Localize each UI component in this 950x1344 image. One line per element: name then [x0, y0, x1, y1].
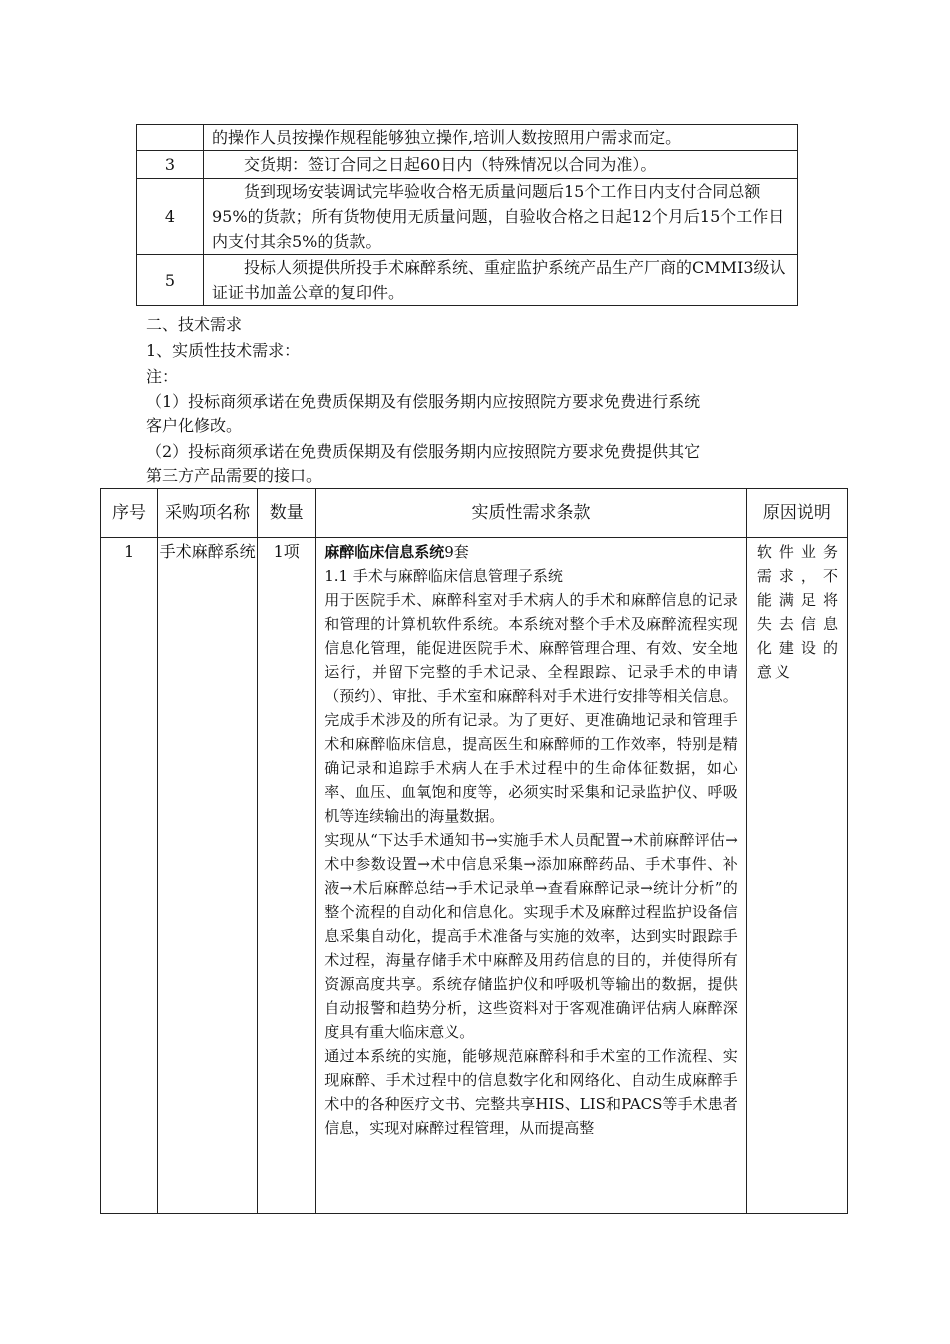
item-name: 手术麻醉系统: [158, 538, 258, 1214]
header-no: 序号: [101, 489, 158, 538]
row-number: 4: [137, 179, 204, 255]
table-row: [101, 538, 848, 1214]
note-label: 注：: [146, 367, 179, 386]
clause-title: [324, 540, 738, 564]
table-header-row: [101, 489, 848, 538]
row-number: 5: [137, 255, 204, 306]
requirements-table: [100, 488, 848, 1214]
table-row: [137, 179, 798, 255]
row-text: 投标人须提供所投手术麻醉系统、重症监护系统产品生产厂商的CMMI3级认证证书加盖公章的复印件。: [204, 255, 798, 306]
clause-paragraph: 用于医院手术、麻醉科室对手术病人的手术和麻醉信息的记录和管理的计算机软件系统。本系统对整个手术及麻醉流程实现信息化管理，能促进医院手术、麻醉管理合理、有效、安全地运行，并留下完整的手术记录、全程跟踪、记录手术的申请（预约）、审批、手术室和麻醉科对手术进行安排等相关信息。完成手术涉及的所有记录。为了更好、更准确地记录和管理手术和麻醉临床信息，提高医生和麻醉师的工作效率，特别是精确记录和追踪手术病人在手术过程中的生命体征数据，如心率、血压、血氧饱和度等，必须实时采集和记录监护仪、呼吸机等连续输出的海量数据。: [324, 591, 738, 825]
table-row: [137, 125, 798, 151]
table-row: [137, 151, 798, 179]
row-number: 3: [137, 151, 204, 179]
header-requirement: 实质性需求条款: [316, 489, 747, 538]
row-text: 的操作人员按操作规程能够独立操作,培训人数按照用户需求而定。: [204, 125, 798, 151]
header-qty: 数量: [258, 489, 316, 538]
clause-title-qty: 9套: [444, 543, 469, 561]
note-2-line1: （2）投标商须承诺在免费质保期及有偿服务期内应按照院方要求免费提供其它: [146, 442, 701, 461]
clause-paragraph: 通过本系统的实施，能够规范麻醉科和手术室的工作流程、实现麻醉、手术过程中的信息数字化和网络化、自动生成麻醉手术中的各种医疗文书、完整共享HIS、LIS和PACS等手术患者信息，实现对麻醉过程管理，从而提高整: [324, 1047, 738, 1137]
delivery-terms-table: [136, 124, 798, 306]
quantity: 1项: [258, 538, 316, 1214]
clause-title-bold: 麻醉临床信息系统: [324, 543, 445, 561]
clause-subtitle: 1.1 手术与麻醉临床信息管理子系统: [324, 567, 563, 585]
section-heading: 二、技术需求: [146, 315, 243, 334]
note-1-line1: （1）投标商须承诺在免费质保期及有偿服务期内应按照院方要求免费进行系统: [146, 392, 701, 411]
note-2-line2: 第三方产品需要的接口。: [146, 466, 323, 485]
table-row: [137, 255, 798, 306]
clause-paragraph: 实现从“下达手术通知书→实施手术人员配置→术前麻醉评估→术中参数设置→术中信息采集→添加麻醉药品、手术事件、补液→术后麻醉总结→手术记录单→查看麻醉记录→统计分析”的整个流程的自动化和信息化。实现手术及麻醉过程监护设备信息采集自动化，提高手术准备与实施的效率，达到实时跟踪手术过程，海量存储手术中麻醉及用药信息的目的，并使得所有资源高度共享。系统存储监护仪和呼吸机等输出的数据，提供自动报警和趋势分析，这些资料对于客观准确评估病人麻醉深度具有重大临床意义。: [324, 831, 738, 1041]
row-text: 货到现场安装调试完毕验收合格无质量问题后15个工作日内支付合同总额95%的货款；所有货物使用无质量问题，自验收合格之日起12个月后15个工作日内支付其余5%的货款。: [204, 179, 798, 255]
requirement-clause: [316, 538, 747, 1214]
row-number: [137, 125, 204, 151]
row-text: 交货期：签订合同之日起60日内（特殊情况以合同为准）。: [204, 151, 798, 179]
header-reason: 原因说明: [746, 489, 847, 538]
sub-heading: 1、实质性技术需求：: [146, 341, 301, 360]
note-1-line2: 客户化修改。: [146, 416, 243, 435]
row-number: 1: [101, 538, 158, 1214]
header-item: 采购项名称: [158, 489, 258, 538]
reason-text: 软件业务需求，不能满足将失去信息化建设的意义: [746, 538, 847, 1214]
